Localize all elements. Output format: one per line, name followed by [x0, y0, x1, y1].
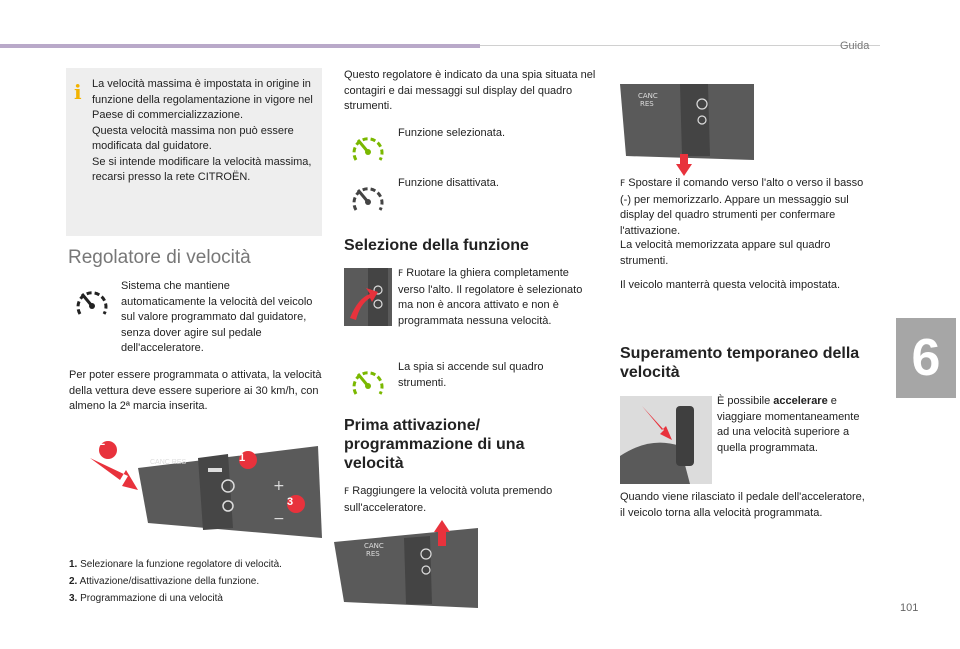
speedometer-icon — [72, 284, 112, 322]
info-icon: i — [74, 80, 82, 104]
svg-text:RES: RES — [366, 550, 380, 558]
heading-selection: Selezione della funzione — [344, 237, 529, 254]
step-bullet: F — [398, 269, 404, 279]
indicator-text: Questo regolatore è indicato da una spia situata nel contagiri e dai messaggi sul display del quadro strumenti. — [344, 69, 596, 112]
lever-illustration — [88, 428, 322, 552]
steps-list — [69, 556, 329, 607]
callout-2: 2 — [98, 436, 106, 448]
move-step — [620, 176, 874, 239]
header-accent-bar — [0, 44, 480, 48]
override-text: È possibile accelerare e viaggiare momentaneamente ad una velocità superiore a quella programmata. — [717, 395, 860, 454]
header-rule — [480, 45, 880, 46]
lever-label: CANC RES — [150, 459, 187, 466]
svg-text:−: − — [273, 511, 285, 527]
selected-text: Funzione selezionata. — [398, 127, 506, 139]
callout-1: 1 — [238, 452, 246, 464]
rotate-step — [398, 266, 596, 329]
accelerate-text: Raggiungere la velocità voluta premendo sull'acceleratore. — [344, 485, 553, 514]
info-text: La velocità massima è impostata in origine in funzione della regolamentazione in vigore nel Paese di commercializzazione. Questa velocità massima non può essere modificata dal guidatore. Se si intende modificare la velocità massima, recarsi presso la rete CITROËN. — [92, 78, 313, 183]
accelerate-bold: accelerare — [773, 395, 828, 407]
svg-text:CANC: CANC — [364, 542, 384, 550]
step-bullet: F — [620, 179, 626, 189]
list-item: 3. Programmazione di una velocità — [69, 593, 223, 604]
pedal-illustration — [620, 396, 712, 484]
callout-3: 3 — [286, 496, 294, 508]
heading-first-activation: Prima attivazione/ programmazione di una velocità — [344, 417, 525, 472]
list-item: 2. Attivazione/disattivazione della funzione. — [69, 576, 260, 587]
svg-text:CANC: CANC — [638, 92, 658, 100]
maintain-text: Il veicolo manterrà questa velocità impostata. — [620, 279, 841, 291]
accelerate-step — [344, 484, 596, 516]
memorized-text: La velocità memorizzata appare sul quadro strumenti. — [620, 239, 831, 267]
requirement-text: Per poter essere programmata o attivata, la velocità della vettura deve essere superiore ai 30 km/h, con almeno la 2ª marcia inserita. — [69, 369, 322, 412]
lever-up-illustration — [334, 518, 478, 608]
svg-text:RES: RES — [640, 100, 654, 108]
speedometer-grey-icon — [348, 180, 388, 218]
svg-text:+: + — [273, 478, 285, 494]
heading-override: Superamento temporaneo della velocità — [620, 345, 860, 381]
lever-down-illustration — [620, 84, 754, 176]
page-number: 101 — [900, 602, 919, 614]
speedometer-green-icon — [348, 130, 388, 168]
move-text: Spostare il comando verso l'alto o verso il basso (-) per memorizzarlo. Appare un messaggio sul display del quadro strumenti per confermare l'attivazione. — [620, 177, 864, 237]
disabled-text: Funzione disattivata. — [398, 177, 499, 189]
section-label: Guida — [840, 40, 870, 52]
list-item: 1. Selezionare la funzione regolatore di velocità. — [69, 559, 282, 570]
lamp-text: La spia si accende sul quadro strumenti. — [398, 361, 544, 389]
step-bullet: F — [344, 487, 350, 497]
intro-text: Sistema che mantiene automaticamente la velocità del veicolo sul valore programmato dal guidatore, senza dover agire sul pedale dell'acceleratore. — [121, 280, 313, 354]
rotate-text: Ruotare la ghiera completamente verso l'alto. Il regolatore è selezionato ma non è ancora attivato e non è programmata nessuna velocità. — [398, 267, 583, 327]
thumbwheel-illustration — [344, 268, 392, 326]
chapter-tab: 6 — [896, 318, 956, 398]
section-title: Regolatore di velocità — [68, 247, 251, 268]
release-text: Quando viene rilasciato il pedale dell'acceleratore, il veicolo torna alla velocità programmata. — [620, 491, 865, 519]
speedometer-green-icon — [348, 364, 388, 402]
